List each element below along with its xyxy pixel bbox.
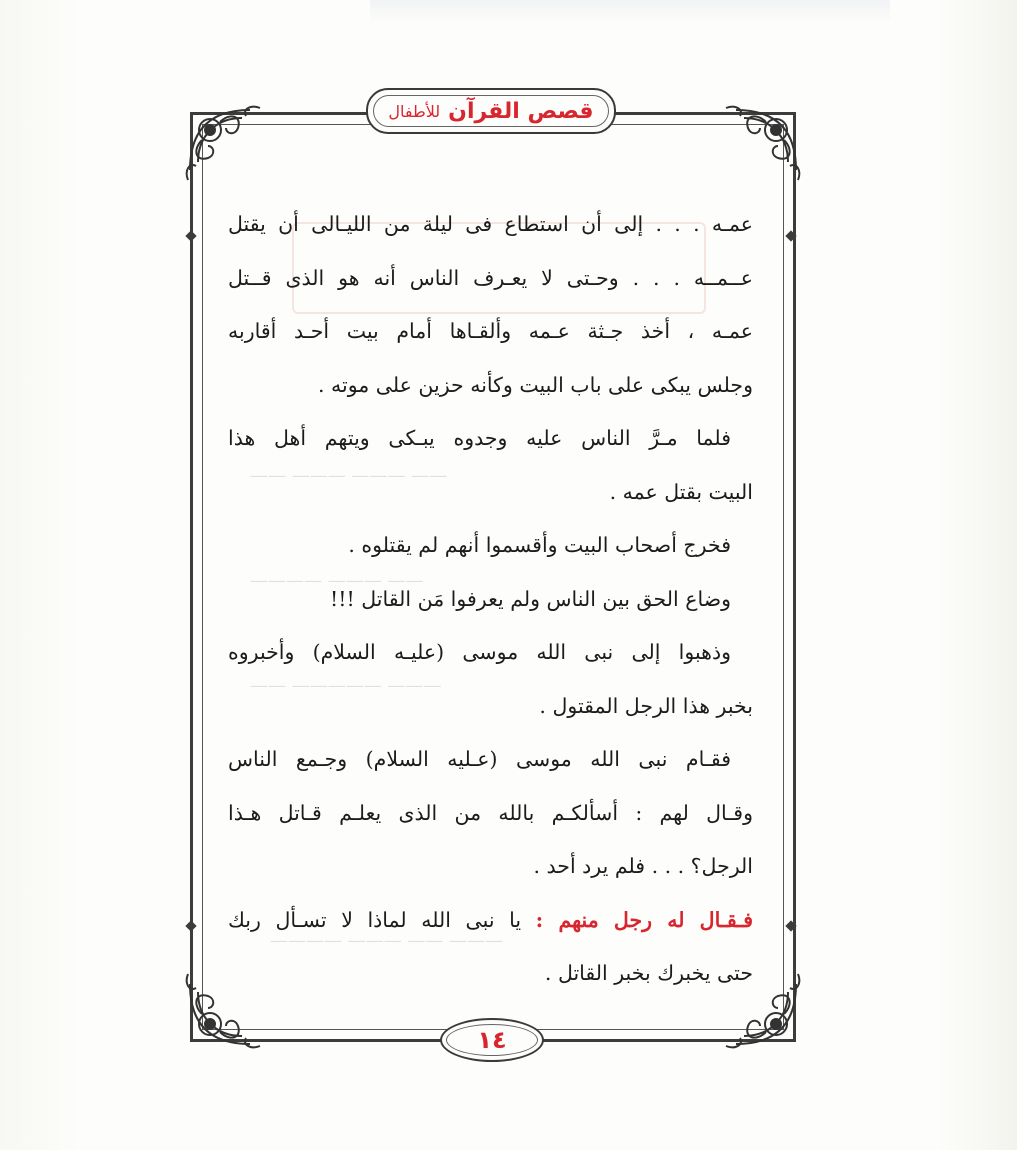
text-line: فقـام نبى الله موسى (عـليه السلام) وجـمع الناس (228, 747, 731, 771)
bleed-through-text: —— ————— ——— (250, 675, 442, 696)
text-line: بخبر هذا الرجل المقتول . (539, 693, 753, 718)
speaker-label: فـقـال له رجل منهم : (535, 907, 753, 932)
book-title-cartouche (366, 88, 616, 134)
scan-shadow (370, 0, 890, 20)
text-line-content: يا نبى الله لماذا لا تسـأل ربك (228, 907, 522, 932)
bleed-through-text: ———— ——— —— (250, 570, 424, 591)
text-line: الرجل؟ . . . فلم يرد أحد . (533, 854, 753, 878)
bleed-through-text: ———— ——— —— ——— (270, 930, 504, 951)
text-line: البيت بقتل عمه . (609, 479, 753, 504)
page-number: ١٤ (440, 1018, 544, 1062)
text-line: فخرج أصحاب البيت وأقسموا أنهم لم يقتلوه . (348, 533, 731, 557)
corner-ornament (714, 100, 806, 192)
book-title: قصص القرآن (448, 98, 594, 124)
text-line: حتى يخبرك بخبر القاتل . (544, 961, 753, 985)
text-line: عــمــه . . . وحـتى لا يعـرف الناس أنه هو الذى قــتل (228, 265, 753, 290)
corner-ornament (180, 100, 272, 192)
text-line: وضاع الحق بين الناس ولم يعرفوا مَن القاتل !!! (330, 586, 731, 611)
text-line: وقـال لهم : أسألكـم بالله من الذى يعلـم قـاتل هـذا (228, 800, 753, 825)
bleed-through-text: —— ——— ——— —— (250, 465, 448, 486)
text-line: عمـه . . . إلى أن استطاع فى ليلة من الليـالى أن يقتل (228, 212, 753, 236)
text-line (228, 894, 753, 948)
text-line: وجلس يبكى على باب البيت وكأنه حزين على موته . (317, 372, 753, 397)
text-line: فلما مـرَّ الناس عليه وجدوه يبـكى ويتهم أهل هذا (228, 426, 731, 450)
text-line: وذهبوا إلى نبى الله موسى (عليـه السلام) وأخبروه (228, 640, 731, 664)
text-line: عمـه ، أخذ جـثة عـمه وألقـاها أمام بيت أحـد أقاربه (228, 319, 753, 343)
book-subtitle: للأطفال (388, 101, 441, 121)
page-text (228, 198, 753, 1001)
